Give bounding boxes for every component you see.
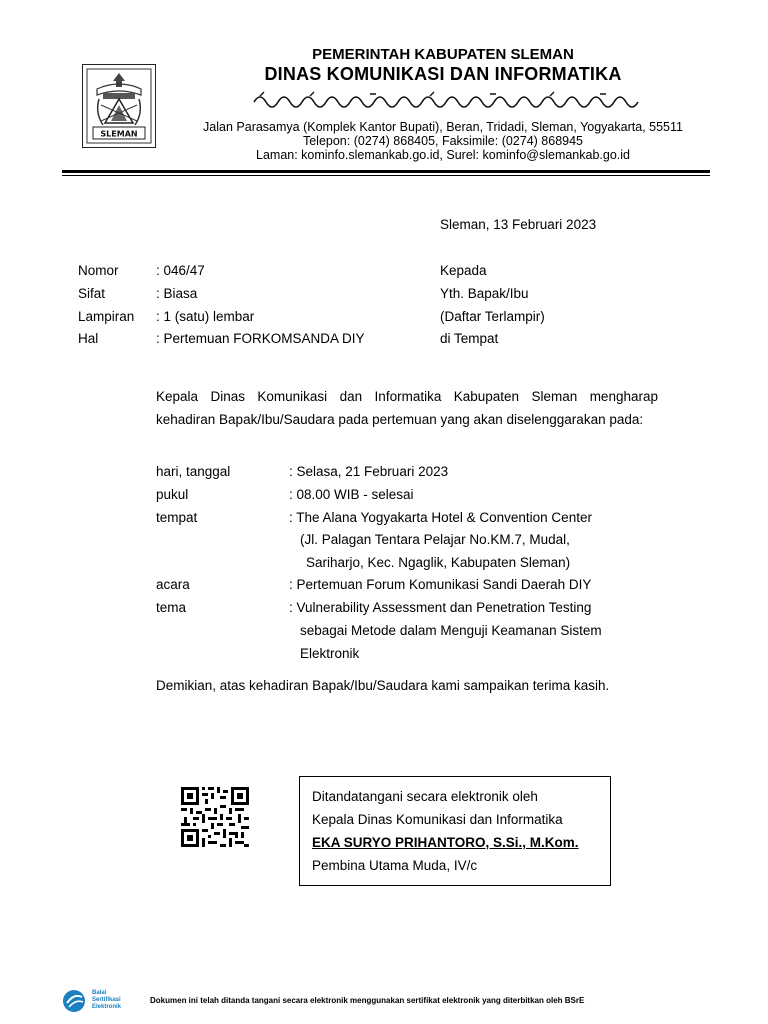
detail-value-tema: : Vulnerability Assessment dan Penetration Testing [289, 600, 592, 615]
signatory-rank: Pembina Utama Muda, IV/c [312, 858, 478, 873]
detail-value-tempat-line3: Sariharjo, Kec. Ngaglik, Kabupaten Sleman) [306, 555, 571, 570]
header-agency: DINAS KOMUNIKASI DAN INFORMATIKA [264, 64, 622, 84]
detail-value-tema-line2: sebagai Metode dalam Menguji Keamanan Sistem [300, 623, 602, 638]
detail-label-pukul: pukul [156, 487, 189, 502]
closing-paragraph: Demikian, atas kehadiran Bapak/Ibu/Saudara kami sampaikan terima kasih. [156, 678, 610, 693]
detail-value-tempat-line2: (Jl. Palagan Tentara Pelajar No.KM.7, Mudal, [300, 532, 570, 547]
javanese-script-image [250, 88, 650, 116]
bsre-label-2: Sertifikasi [92, 997, 121, 1003]
bsre-label-1: Balai [92, 990, 107, 996]
signature-box [299, 776, 611, 886]
meta-label-sifat: Sifat [78, 286, 106, 301]
sleman-crest-logo [82, 64, 156, 148]
meta-value-nomor: : 046/47 [156, 263, 205, 278]
detail-value-tema-line3: Elektronik [300, 646, 360, 661]
recipient-line-4: di Tempat [440, 331, 499, 346]
recipient-line-1: Kepada [440, 263, 487, 278]
recipient-line-3: (Daftar Terlampir) [440, 309, 545, 324]
meta-value-hal: : Pertemuan FORKOMSANDA DIY [156, 331, 365, 346]
detail-value-pukul: : 08.00 WIB - selesai [289, 487, 414, 502]
bsre-logo [62, 988, 122, 1014]
meta-label-hal: Hal [78, 331, 99, 346]
header-web: Laman: kominfo.slemankab.go.id, Surel: kominfo@slemankab.go.id [256, 148, 630, 162]
detail-label-tempat: tempat [156, 510, 198, 525]
meta-label-nomor: Nomor [78, 263, 119, 278]
intro-paragraph: Kepala Dinas Komunikasi dan Informatika Kabupaten Sleman mengharap kehadiran Bapak/Ibu/Saudara pada pertemuan yang akan diselenggarakan pada: [156, 389, 658, 427]
logo-label: SLEMAN [100, 129, 138, 139]
signatory-name: EKA SURYO PRIHANTORO, S.Si., M.Kom. [312, 835, 579, 850]
detail-label-tema: tema [156, 600, 187, 615]
footer-disclaimer: Dokumen ini telah ditanda tangani secara elektronik menggunakan sertifikat elektronik yang diterbitkan oleh BSrE [150, 996, 585, 1005]
bsre-label-3: Elektronik [92, 1004, 122, 1010]
qr-code [180, 786, 250, 848]
detail-label-acara: acara [156, 577, 190, 592]
signature-line-1: Ditandatangani secara elektronik oleh [312, 789, 538, 804]
meta-value-lampiran: : 1 (satu) lembar [156, 309, 255, 324]
signature-line-2: Kepala Dinas Komunikasi dan Informatika [312, 812, 563, 827]
detail-value-acara: : Pertemuan Forum Komunikasi Sandi Daerah DIY [289, 577, 592, 592]
meta-label-lampiran: Lampiran [78, 309, 135, 324]
header-rule-thick [62, 170, 710, 173]
recipient-line-2: Yth. Bapak/Ibu [440, 286, 529, 301]
letter-date: Sleman, 13 Februari 2023 [440, 217, 597, 232]
detail-label-hari: hari, tanggal [156, 464, 231, 479]
header-rule-thin [62, 175, 710, 176]
meta-value-sifat: : Biasa [156, 286, 198, 301]
header-government: PEMERINTAH KABUPATEN SLEMAN [312, 46, 574, 63]
header-phone: Telepon: (0274) 868405, Faksimile: (0274) 868945 [302, 134, 584, 148]
detail-value-tempat: : The Alana Yogyakarta Hotel & Convention Center [289, 510, 592, 525]
detail-value-hari: : Selasa, 21 Februari 2023 [289, 464, 449, 479]
header-address: Jalan Parasamya (Komplek Kantor Bupati), Beran, Tridadi, Sleman, Yogyakarta, 55511 [203, 120, 683, 134]
